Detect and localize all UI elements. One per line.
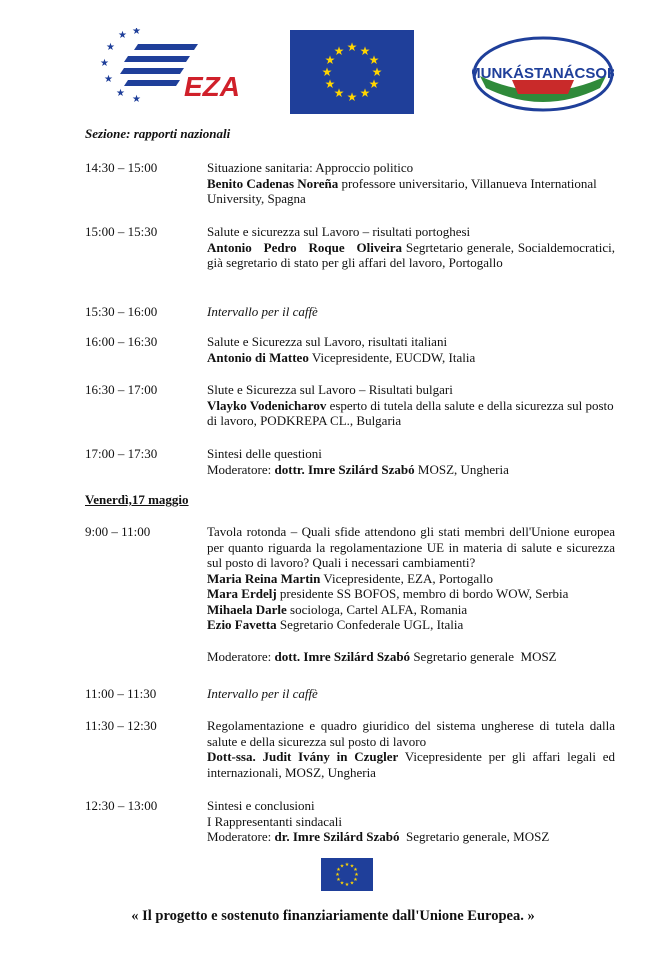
svg-text:★: ★ — [359, 86, 371, 100]
eu-flag-logo — [290, 30, 414, 114]
svg-text:★: ★ — [324, 77, 336, 91]
svg-text:★: ★ — [116, 88, 125, 99]
svg-text:★: ★ — [368, 77, 380, 91]
moderator-role: Segretario generale MOSZ — [410, 648, 557, 664]
svg-text:★: ★ — [359, 44, 371, 58]
moderator-name: dr. Imre Szilárd Szabó — [274, 829, 400, 844]
moderator-role: Segretario generale, MOSZ — [399, 829, 550, 844]
day-title: Venerdì,17 maggio — [85, 492, 189, 507]
eu-stars-icon — [290, 30, 414, 114]
speaker-name: Mihaela Darle — [207, 601, 287, 617]
svg-text:★: ★ — [349, 864, 355, 870]
svg-text:★: ★ — [349, 881, 355, 887]
moderator-name: dott. Imre Szilárd Szabó — [274, 648, 411, 664]
speaker-role: Vicepresidente per gli affari legali ed internazionali, MOSZ, Ungheria — [207, 749, 615, 780]
svg-text:★: ★ — [353, 878, 358, 883]
session-title: Regolamentazione e quadro giuridico del sistema ungherese di tutela dalla salute e della sicurezza sul posto di lavoro — [207, 718, 615, 749]
speaker-role: sociologa, Cartel ALFA, Romania — [286, 601, 468, 617]
moderator-name: dottr. Imre Szilárd Szabó — [274, 461, 415, 477]
eza-logo — [98, 28, 248, 106]
svg-text:★: ★ — [339, 881, 345, 887]
speaker-name: Maria Reina Martin — [207, 570, 321, 586]
coffee-break: Intervallo per il caffè — [207, 686, 318, 701]
eza-stars-icon — [100, 28, 141, 105]
svg-text:★: ★ — [354, 873, 359, 878]
speaker-role: presidente SS BOFOS, membro di bordo WOW, Serbia — [276, 586, 569, 601]
svg-text:★: ★ — [333, 44, 345, 58]
munkastanacsok-logo — [472, 36, 614, 112]
session-title: Salute e sicurezza sul Lavoro – risultati portoghesi — [207, 224, 471, 239]
svg-text:★: ★ — [333, 86, 345, 100]
speaker-name: Dott-ssa. Judit Ivány in Czugler — [207, 749, 399, 764]
session-title: Sintesi delle questioni — [207, 446, 322, 461]
session-title: Sintesi e conclusioni — [207, 798, 315, 813]
svg-text:★: ★ — [344, 863, 350, 868]
speaker-role: esperto di tutela della salute e della sicurezza sul posto di lavoro, PODKREPA CL., Bulgaria — [207, 397, 614, 428]
svg-text:★: ★ — [324, 53, 336, 67]
speaker-role: Segretario Confederale UGL, Italia — [276, 617, 464, 632]
speaker-role: professore universitario, Villanueva International University, Spagna — [207, 175, 597, 206]
speaker-role: Vicepresidente, EZA, Portogallo — [320, 570, 494, 586]
time-slot: 16:00 – 16:30 — [85, 334, 158, 349]
svg-text:★: ★ — [118, 30, 127, 41]
time-slot: 11:00 – 11:30 — [85, 686, 157, 701]
speaker-name: Vlayko Vodenicharov — [207, 397, 327, 413]
session-title: Situazione sanitaria: Approccio politico — [207, 160, 414, 175]
svg-text:★: ★ — [339, 864, 345, 870]
time-slot: 12:30 – 13:00 — [85, 798, 158, 813]
svg-text:★: ★ — [353, 868, 358, 873]
session-title: Salute e Sicurezza sul Lavoro, risultati italiani — [207, 334, 448, 349]
eu-stars-icon — [321, 858, 373, 891]
section-title: Sezione: rapporti nazionali — [85, 126, 231, 141]
svg-text:★: ★ — [132, 94, 141, 105]
moderator-label: Moderatore: — [207, 648, 275, 664]
speaker-name: Antonio Pedro Roque Oliveira — [207, 239, 402, 255]
svg-text:★: ★ — [346, 40, 358, 54]
svg-text:★: ★ — [336, 878, 341, 883]
speaker-name: Benito Cadenas Noreña — [207, 175, 339, 191]
speaker-name: Ezio Favetta — [207, 617, 277, 632]
time-slot: 9:00 – 11:00 — [85, 524, 151, 539]
session-title: Tavola rotonda – Quali sfide attendono gli stati membri dell'Unione europea per quanto riguarda la regolamentazione UE in materia di salute e sicurezza sul posto di lavoro? Quali i necessari cambiamenti? — [207, 524, 615, 570]
svg-text:★: ★ — [132, 28, 141, 37]
svg-text:★: ★ — [321, 65, 333, 79]
svg-text:★: ★ — [336, 868, 341, 873]
svg-text:★: ★ — [368, 53, 380, 67]
speaker-name: Mara Erdelj — [207, 586, 277, 601]
svg-text:★: ★ — [100, 58, 109, 69]
coffee-break: Intervallo per il caffè — [207, 304, 318, 319]
speaker-role: Segrtetario generale, Socialdemocratici, già segretario di stato per gli affari del lavoro, Portogallo — [207, 239, 615, 270]
munkastanacsok-logo-text: MUNKÁSTANÁCSOK — [472, 65, 614, 82]
session-subtitle: I Rappresentanti sindacali — [207, 813, 343, 829]
time-slot: 15:30 – 16:00 — [85, 304, 158, 319]
svg-text:★: ★ — [106, 42, 115, 53]
moderator-label: Moderatore: — [207, 829, 275, 844]
speaker-role: Vicepresidente, EUCDW, Italia — [308, 349, 476, 365]
time-slot: 14:30 – 15:00 — [85, 160, 158, 175]
svg-text:★: ★ — [371, 65, 383, 79]
session-title: Slute e Sicurezza sul Lavoro – Risultati bulgari — [207, 382, 453, 397]
time-slot: 11:30 – 12:30 — [85, 718, 157, 733]
time-slot: 17:00 – 17:30 — [85, 446, 158, 461]
footer-funding-note: « Il progetto e sostenuto finanziariamente dall'Unione Europea. » — [131, 908, 535, 924]
moderator-label: Moderatore: — [207, 461, 275, 477]
svg-text:★: ★ — [104, 74, 113, 85]
speaker-name: Antonio di Matteo — [207, 349, 309, 365]
moderator-role: MOSZ, Ungheria — [414, 461, 509, 477]
svg-text:★: ★ — [335, 873, 340, 878]
time-slot: 16:30 – 17:00 — [85, 382, 158, 397]
svg-text:★: ★ — [346, 90, 358, 104]
eza-logo-text: EZA — [184, 71, 240, 102]
time-slot: 15:00 – 15:30 — [85, 224, 158, 239]
eu-flag-small — [321, 858, 373, 891]
svg-text:★: ★ — [344, 883, 350, 888]
